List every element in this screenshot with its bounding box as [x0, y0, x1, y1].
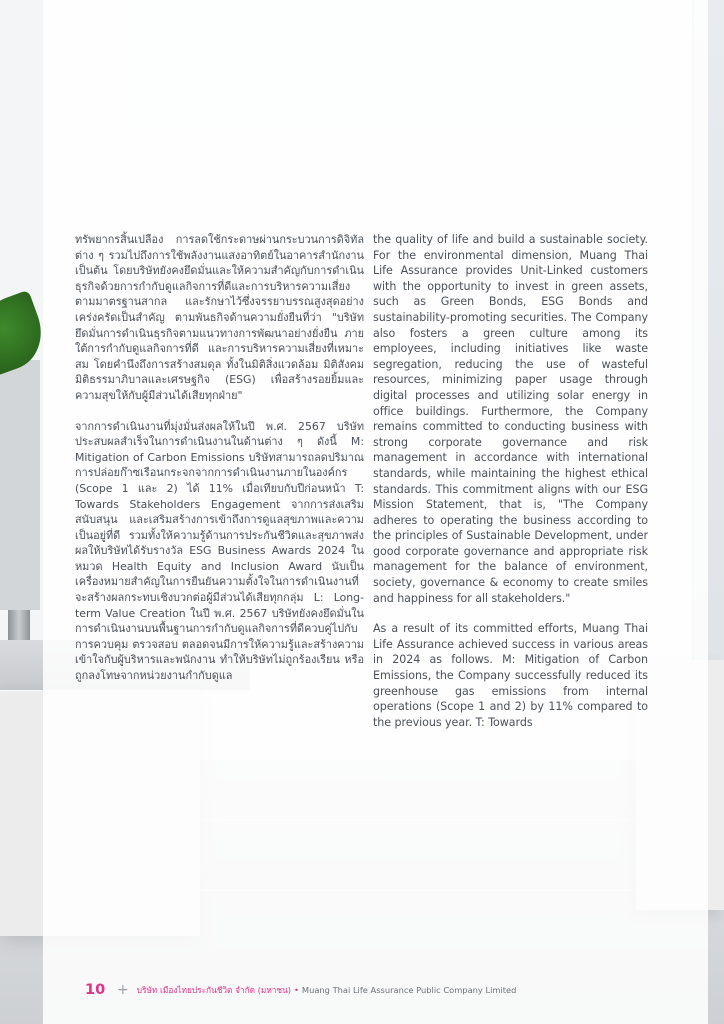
left-paragraph-2: จากการดำเนินงานที่มุ่งมั่นส่งผลให้ในปี พ.ศ. 2567 บริษัทประสบผลสำเร็จในการดำเนินงานในด้านต่าง ๆ ดังนี้ M: Mitigation of Carbon Emissions บริษัทสามารถลดปริมาณการปล่อยก๊าซเรือนกระจกจากการดำเนินงานภายในองค์กร (Scope 1 และ 2) ได้ 11% เมื่อเทียบกับปีก่อนหน้า T: Towards Stakeholders Engagement จากการส่งเสริมสนับสนุน และเสริมสร้างการเข้าถึงการดูแลสุขภาพและความเป็นอยู่ที่ดี รวมทั้งให้ความรู้ด้านการประกันชีวิตและสุขภาพส่งผลให้บริษัทได้รับรางวัล ESG Business Awards 2024 ในหมวด Health Equity and Inclusion Award นับเป็นเครื่องหมายสำคัญในการยืนยันความตั้งใจในการดำเนินงานที่จะสร้างผลกระทบเชิงบวกต่อผู้มีส่วนได้เสียทุกกลุ่ม L: Long-term Value Creation ในปี พ.ศ. 2567 บริษัทยังคงยึดมั่นในการดำเนินงานบนพื้นฐานการกำกับดูแลกิจการที่ดีควบคู่ไปกับการควบคุม ตรวจสอบ ตลอดจนมีการให้ความรู้และสร้างความเข้าใจกับผู้บริหารและพนักงาน ทำให้บริษัทไม่ถูกร้องเรียน หรือถูกลงโทษจากหน่วยงานกำกับดูแล — [75, 419, 364, 683]
page-footer — [85, 980, 685, 1000]
footer-separator: • — [294, 985, 299, 995]
plus-icon: + — [117, 982, 129, 998]
company-name-thai: บริษัท เมืองไทยประกันชีวิต จำกัด (มหาชน) — [136, 985, 292, 995]
right-column — [373, 232, 648, 745]
left-column — [75, 232, 364, 699]
company-name-english: Muang Thai Life Assurance Public Company Limited — [301, 985, 517, 995]
left-paragraph-1: ทรัพยากรสิ้นเปลือง การลดใช้กระดาษผ่านกระบวนการดิจิทัล ต่าง ๆ รวมไปถึงการใช้พลังงานแสงอาทิตย์ในอาคารสำนักงาน เป็นต้น โดยบริษัทยังคงยึดมั่นและให้ความสำคัญกับการดำเนินธุรกิจด้วยการกำกับดูแลกิจการที่ดีและการบริหารความเสี่ยงตามมาตรฐานสากล และรักษาไว้ซึ่งจรรยาบรรณสูงสุดอย่างเคร่งครัดเป็นสำคัญ ตามพันธกิจด้านความยั่งยืนที่ว่า "บริษัทยึดมั่นการดำเนินธุรกิจตามแนวทางการพัฒนาอย่างยั่งยืน ภายใต้การกำกับดูแลกิจการที่ดี และการบริหารความเสี่ยงที่เหมาะสม โดยคำนึงถึงการสร้างสมดุล ทั้งในมิติสิ่งแวดล้อม มิติสังคม มิติธรรมาภิบาลและเศรษฐกิจ (ESG) เพื่อสร้างรอยยิ้มและความสุขให้กับผู้มีส่วนได้เสียทุกฝ่าย" — [75, 233, 364, 402]
right-paragraph-1: the quality of life and build a sustainable society. For the environmental dimension, Muang Thai Life Assurance provides Unit-Linked customers with the opportunity to invest in green assets, such as Green Bonds, ESG Bonds and sustainability-promoting securities. The Company also fosters a green culture among its employees, including initiatives like waste segregation, reducing the use of wasteful resources, minimizing paper usage through digital processes and utilizing solar energy in office buildings. Furthermore, the Company remains committed to conducting business with strong corporate governance and risk management in accordance with international standards, while maintaining the highest ethical standards. This commitment aligns with our ESG Mission Statement, that is, "The Company adheres to operating the business according to the principles of Sustainable Development, under good corporate governance and appropriate risk management for the balance of environment, society, governance & economy to create smiles and happiness for all stakeholders." — [373, 233, 648, 605]
page-number: 10 — [85, 982, 106, 998]
right-paragraph-2: As a result of its committed efforts, Muang Thai Life Assurance achieved success in various areas in 2024 as follows. M: Mitigation of Carbon Emissions, the Company successfully reduced its greenhouse gas emissions from internal operations (Scope 1 and 2) by 11% compared to the previous year. T: Towards — [373, 622, 648, 729]
monitor-shape — [0, 360, 40, 610]
